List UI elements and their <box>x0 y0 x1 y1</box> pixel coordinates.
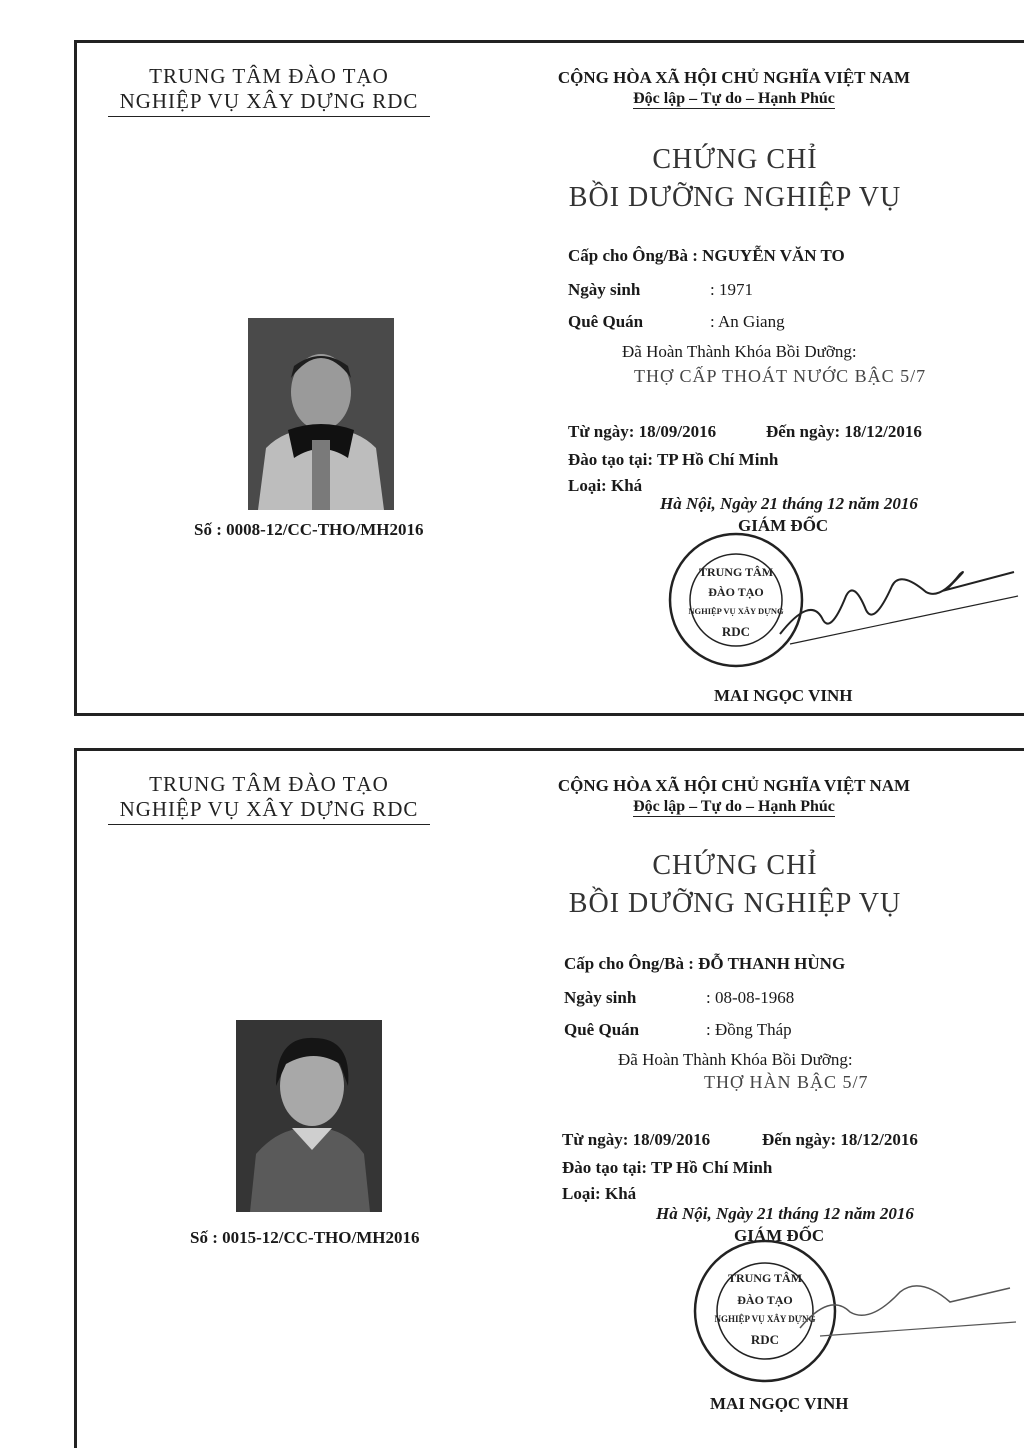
org-name <box>108 64 430 117</box>
nation-line-2: Độc lập – Tự do – Hạnh Phúc <box>633 90 835 107</box>
dob-value: : 08-08-1968 <box>706 988 795 1007</box>
stamp-line-1: TRUNG TÂM <box>698 565 774 579</box>
stamp-line-4: RDC <box>721 624 751 639</box>
hometown-value: : Đồng Tháp <box>706 1020 792 1039</box>
nation-line-1: CỘNG HÒA XÃ HỘI CHỦ NGHĨA VIỆT NAM <box>557 776 911 795</box>
grade-row <box>562 1184 636 1204</box>
certificate-number: Số : 0015-12/CC-THO/MH2016 <box>190 1228 420 1247</box>
certificate-number: Số : 0008-12/CC-THO/MH2016 <box>194 520 424 539</box>
course-name: THỢ HÀN BẬC 5/7 <box>704 1072 869 1092</box>
stamp-line-3: NGHIỆP VỤ XÂY DỰNG <box>714 1314 816 1324</box>
issued-to-value: ĐỖ THANH HÙNG <box>698 954 846 973</box>
to-label: Đến ngày: <box>762 1130 837 1149</box>
from-value: 18/09/2016 <box>632 1130 711 1149</box>
place-label: Đào tạo tại: <box>568 450 653 469</box>
from-date-row <box>562 1130 710 1150</box>
issue-date-line: Hà Nội, Ngày 21 tháng 12 năm 2016 <box>656 1204 914 1223</box>
certificate-title <box>510 144 960 214</box>
dob-value: : 1971 <box>710 280 753 299</box>
dob-label: Ngày sinh <box>568 280 641 299</box>
grade-label: Loại: <box>562 1184 601 1203</box>
to-value: 18/12/2016 <box>844 422 922 441</box>
to-date-row <box>762 1130 918 1150</box>
portrait-illustration <box>236 1020 382 1212</box>
stamp-line-2: ĐÀO TẠO <box>737 1293 793 1307</box>
portrait-photo <box>248 318 394 510</box>
grade-row <box>568 476 642 496</box>
to-date-row <box>766 422 922 442</box>
issued-to-label: Cấp cho Ông/Bà : <box>564 954 694 973</box>
grade-value: Khá <box>610 476 643 495</box>
hometown-label: Quê Quán <box>564 1020 640 1039</box>
nation-line-1: CỘNG HÒA XÃ HỘI CHỦ NGHĨA VIỆT NAM <box>557 68 911 87</box>
certificate-title <box>510 850 960 920</box>
completed-label: Đã Hoàn Thành Khóa Bồi Dưỡng: <box>618 1050 853 1069</box>
dob-label: Ngày sinh <box>564 988 637 1007</box>
nation-line-2: Độc lập – Tự do – Hạnh Phúc <box>633 798 835 815</box>
completed-label: Đã Hoàn Thành Khóa Bồi Dưỡng: <box>622 342 857 361</box>
stamp-line-2: ĐÀO TẠO <box>708 585 764 599</box>
to-value: 18/12/2016 <box>840 1130 918 1149</box>
stamp-line-3: NGHIỆP VỤ XÂY DỰNG <box>688 606 784 616</box>
title-line-2: BỒI DƯỠNG NGHIỆP VỤ <box>568 182 902 213</box>
signature-stroke <box>770 556 1020 646</box>
national-motto <box>514 776 954 817</box>
title-line-1: CHỨNG CHỈ <box>652 850 818 881</box>
signer-title: GIÁM ĐỐC <box>738 516 829 535</box>
grade-label: Loại: <box>568 476 607 495</box>
from-value: 18/09/2016 <box>638 422 717 441</box>
hometown-value: : An Giang <box>710 312 785 331</box>
training-place-row <box>562 1158 772 1178</box>
portrait-photo <box>236 1020 382 1212</box>
org-line-2: NGHIỆP VỤ XÂY DỰNG RDC <box>108 89 430 117</box>
issued-to-row <box>568 246 845 266</box>
title-line-2: BỒI DƯỠNG NGHIỆP VỤ <box>568 888 902 919</box>
issue-date-line: Hà Nội, Ngày 21 tháng 12 năm 2016 <box>660 494 918 513</box>
grade-value: Khá <box>604 1184 637 1203</box>
from-label: Từ ngày: <box>562 1130 629 1149</box>
place-value: TP Hồ Chí Minh <box>656 450 779 469</box>
issued-to-label: Cấp cho Ông/Bà : <box>568 246 698 265</box>
org-line-1: TRUNG TÂM ĐÀO TẠO <box>149 772 389 796</box>
stamp-line-4: RDC <box>750 1332 780 1347</box>
stamp-line-1: TRUNG TÂM <box>727 1271 803 1285</box>
signer-name: MAI NGỌC VINH <box>710 1394 849 1413</box>
place-value: TP Hồ Chí Minh <box>650 1158 773 1177</box>
from-label: Từ ngày: <box>568 422 635 441</box>
to-label: Đến ngày: <box>766 422 841 441</box>
course-name: THỢ CẤP THOÁT NƯỚC BẬC 5/7 <box>634 366 927 386</box>
portrait-illustration <box>248 318 394 510</box>
training-place-row <box>568 450 778 470</box>
place-label: Đào tạo tại: <box>562 1158 647 1177</box>
national-motto <box>514 68 954 109</box>
org-line-2: NGHIỆP VỤ XÂY DỰNG RDC <box>108 797 430 825</box>
org-name <box>108 772 430 825</box>
issued-to-value: NGUYỄN VĂN TO <box>702 246 845 265</box>
hometown-label: Quê Quán <box>568 312 644 331</box>
title-line-1: CHỨNG CHỈ <box>652 144 818 175</box>
signature-stroke <box>790 1262 1020 1342</box>
from-date-row <box>568 422 716 442</box>
issued-to-row <box>564 954 845 974</box>
signer-name: MAI NGỌC VINH <box>714 686 853 705</box>
org-line-1: TRUNG TÂM ĐÀO TẠO <box>149 64 389 88</box>
signer-title: GIÁM ĐỐC <box>734 1226 825 1245</box>
